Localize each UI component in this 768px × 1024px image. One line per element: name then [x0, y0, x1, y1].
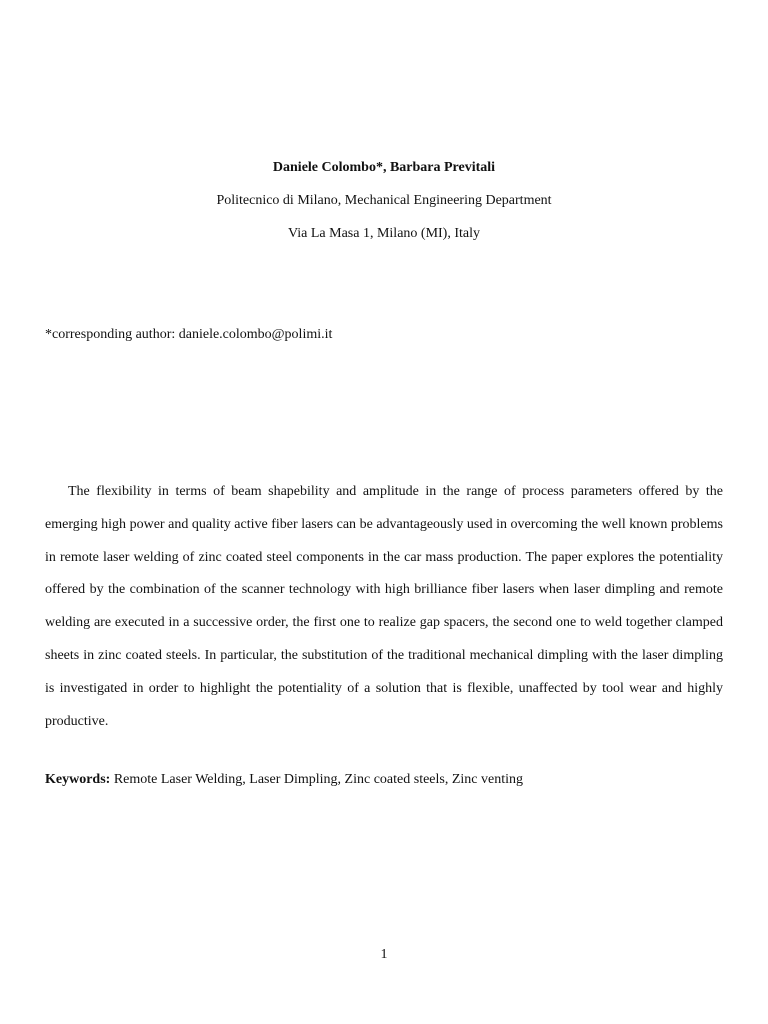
affiliation-department: Politecnico di Milano, Mechanical Engineering Department: [216, 193, 552, 208]
corresponding-author: *corresponding author: daniele.colombo@polimi.it: [45, 327, 333, 342]
keywords-text: Remote Laser Welding, Laser Dimpling, Zinc coated steels, Zinc venting: [110, 772, 523, 787]
keywords-line: [45, 771, 523, 789]
page-number: 1: [380, 947, 388, 962]
abstract-paragraph: The flexibility in terms of beam shapebility and amplitude in the range of process parameters offered by the emerging high power and quality active fiber lasers can be advantageously used in overcoming the well known problems in remote laser welding of zinc coated steel components in the car mass production. The paper explores the potentiality offered by the combination of the scanner technology with high brilliance fiber lasers when laser dimpling and remote welding are executed in a successive order, the first one to realize gap spacers, the second one to weld together clamped sheets in zinc coated steels. In particular, the substitution of the traditional mechanical dimpling with the laser dimpling is investigated in order to highlight the potentiality of a solution that is flexible, unaffected by tool wear and highly productive.: [45, 484, 723, 729]
keywords-label: Keywords:: [45, 772, 111, 787]
author-names: Daniele Colombo*, Barbara Previtali: [272, 160, 496, 175]
affiliation-address: Via La Masa 1, Milano (MI), Italy: [288, 226, 480, 241]
